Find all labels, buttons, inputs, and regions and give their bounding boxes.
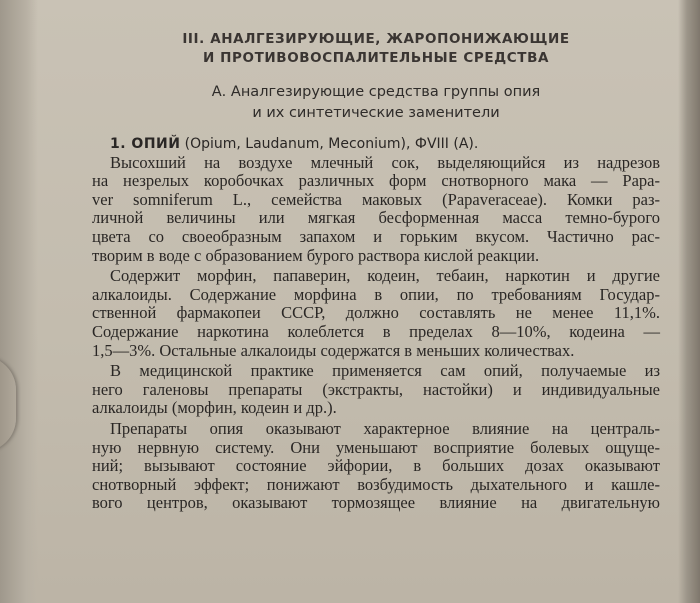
paragraph-line: ver somniferum L., семейства маковых (Papaveraceae). Комки раз-: [92, 189, 660, 209]
paragraph-line: личной величины или мягкая бесформенная масса темно-бурого: [92, 208, 660, 228]
subsection-heading-line-2: и их синтетические заменители: [252, 105, 500, 121]
section-heading-line-2: И ПРОТИВОВОСПАЛИТЕЛЬНЫЕ СРЕДСТВА: [202, 50, 550, 66]
section-heading: [92, 30, 660, 68]
paragraph-line: 1,5—3%. Остальные алкалоиды содержатся в меньших количествах.: [92, 340, 575, 360]
paragraph-line: В медицинской практике применяется сам опий, получаемые из: [110, 361, 660, 381]
paragraph-line: ную нервную систему. Они уменьшают восприятие болевых ощуще-: [92, 437, 660, 457]
paragraph-line: снотворный эффект; понижают возбудимость дыхательного и кашле-: [92, 474, 660, 494]
paragraph-line: на незрелых коробочках различных форм снотворного мака — Papa-: [92, 171, 660, 191]
paragraph-line: ний; вызывают состояние эйфории, в больших дозах оказывают: [92, 456, 660, 476]
paragraph-line: Высохший на воздухе млечный сок, выделяющийся из надрезов: [110, 152, 660, 172]
paragraph-line: творим в воде с образованием бурого раствора кислой реакции.: [92, 245, 540, 265]
paragraph-line: него галеновы препараты (экстракты, настойки) и индивидуальные: [92, 379, 660, 399]
paragraph-line: Препараты опия оказывают характерное влияние на централь-: [110, 418, 660, 438]
body-text: [92, 134, 660, 513]
paragraph-line: вого центров, оказывают тормозящее влияние на двигательную: [92, 493, 660, 513]
paragraph-line: алкалоиды. Содержание морфина в опии, по требованиям Государ-: [92, 284, 660, 304]
section-heading-line-1: III. АНАЛГЕЗИРУЮЩИЕ, ЖАРОПОНИЖАЮЩИЕ: [182, 31, 570, 47]
paragraph-line: алкалоиды (морфин, кодеин и др.).: [92, 398, 337, 418]
book-gutter: [678, 0, 700, 603]
page-content: [92, 30, 660, 513]
item-title: 1. ОПИЙ: [110, 136, 181, 152]
paragraph-line: Содержит морфин, папаверин, кодеин, тебаин, наркотин и другие: [110, 266, 660, 286]
subsection-heading: [92, 82, 660, 124]
paragraph-line: Содержание наркотина колеблется в пределах 8—10%, кодеина —: [92, 321, 660, 341]
paragraph-line: ственной фармакопеи СССР, должно составлять не менее 11,1%.: [92, 303, 660, 323]
item-latin-names: (Opium, Laudanum, Meconium), ФVIII (А).: [184, 136, 479, 152]
paragraph-line: цвета со своеобразным запахом и горьким вкусом. Частично рас-: [92, 226, 660, 246]
subsection-heading-line-1: А. Аналгезирующие средства группы опия: [211, 84, 541, 100]
page-left-edge: [0, 0, 38, 603]
item-title-line: [92, 134, 660, 154]
